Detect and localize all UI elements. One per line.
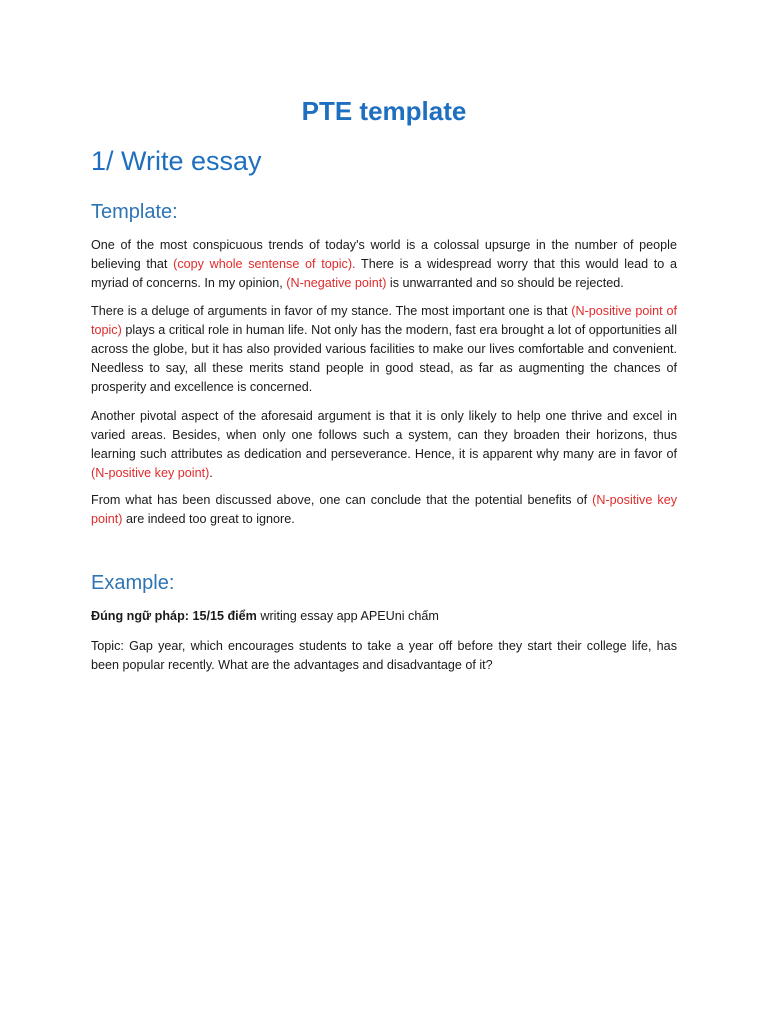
paragraph-text: One of the most conspicuous trends of today's world is a colossal upsurge in the number of people believing that [91,238,677,271]
paragraph-text: There is a deluge of arguments in favor of my stance. The most important one is that [91,304,572,318]
placeholder-highlight: (N-positive key point) [91,466,210,480]
topic-label: Topic: [91,639,124,653]
paragraph-text: are indeed too great to ignore. [122,512,295,526]
template-paragraph-3 [91,407,677,483]
placeholder-highlight: (copy whole sentense of topic). [173,257,356,271]
topic-text: Gap year, which encourages students to take a year off before they start their college life, has been popular recently. What are the advantages and disadvantage of it? [91,639,677,672]
placeholder-highlight: (N-positive key point) [91,493,677,526]
example-heading: Example: [91,572,175,594]
score-description: writing essay app APEUni chấm [256,609,439,623]
template-paragraph-4 [91,491,677,529]
section-heading-write-essay: 1/ Write essay [91,146,262,176]
paragraph-text: is unwarranted and so should be rejected. [386,276,624,290]
paragraph-text: From what has been discussed above, one can conclude that the potential benefits of [91,493,593,507]
paragraph-text: Another pivotal aspect of the aforesaid argument is that it is only likely to help one thrive and excel in varied areas. Besides, when only one follows such a system, can they broaden their horizons, thus learning such attributes as dedication and perseverance. Hence, it is apparent why many are in favor of [91,409,677,461]
template-paragraph-2 [91,302,677,397]
example-score-line [91,607,677,626]
template-paragraph-1 [91,236,677,293]
placeholder-highlight: (N-negative point) [286,276,387,290]
paragraph-text: . [209,466,213,480]
document-title: PTE template [301,96,467,126]
example-topic [91,637,677,675]
placeholder-highlight: (N-positive point of topic) [91,304,677,337]
score-label: Đúng ngữ pháp: 15/15 điểm [91,609,257,623]
paragraph-text: There is a widespread worry that this would lead to a myriad of concerns. In my opinion, [91,257,678,290]
paragraph-text: plays a critical role in human life. Not only has the modern, fast era brought a lot of opportunities all across the globe, but it has also provided various facilities to make our lives comfortable and convenient. Needless to say, all these merits stand people in good stead, as far as augmenting the chances of prosperity and excellence is concerned. [91,323,677,394]
template-heading: Template: [91,201,178,223]
